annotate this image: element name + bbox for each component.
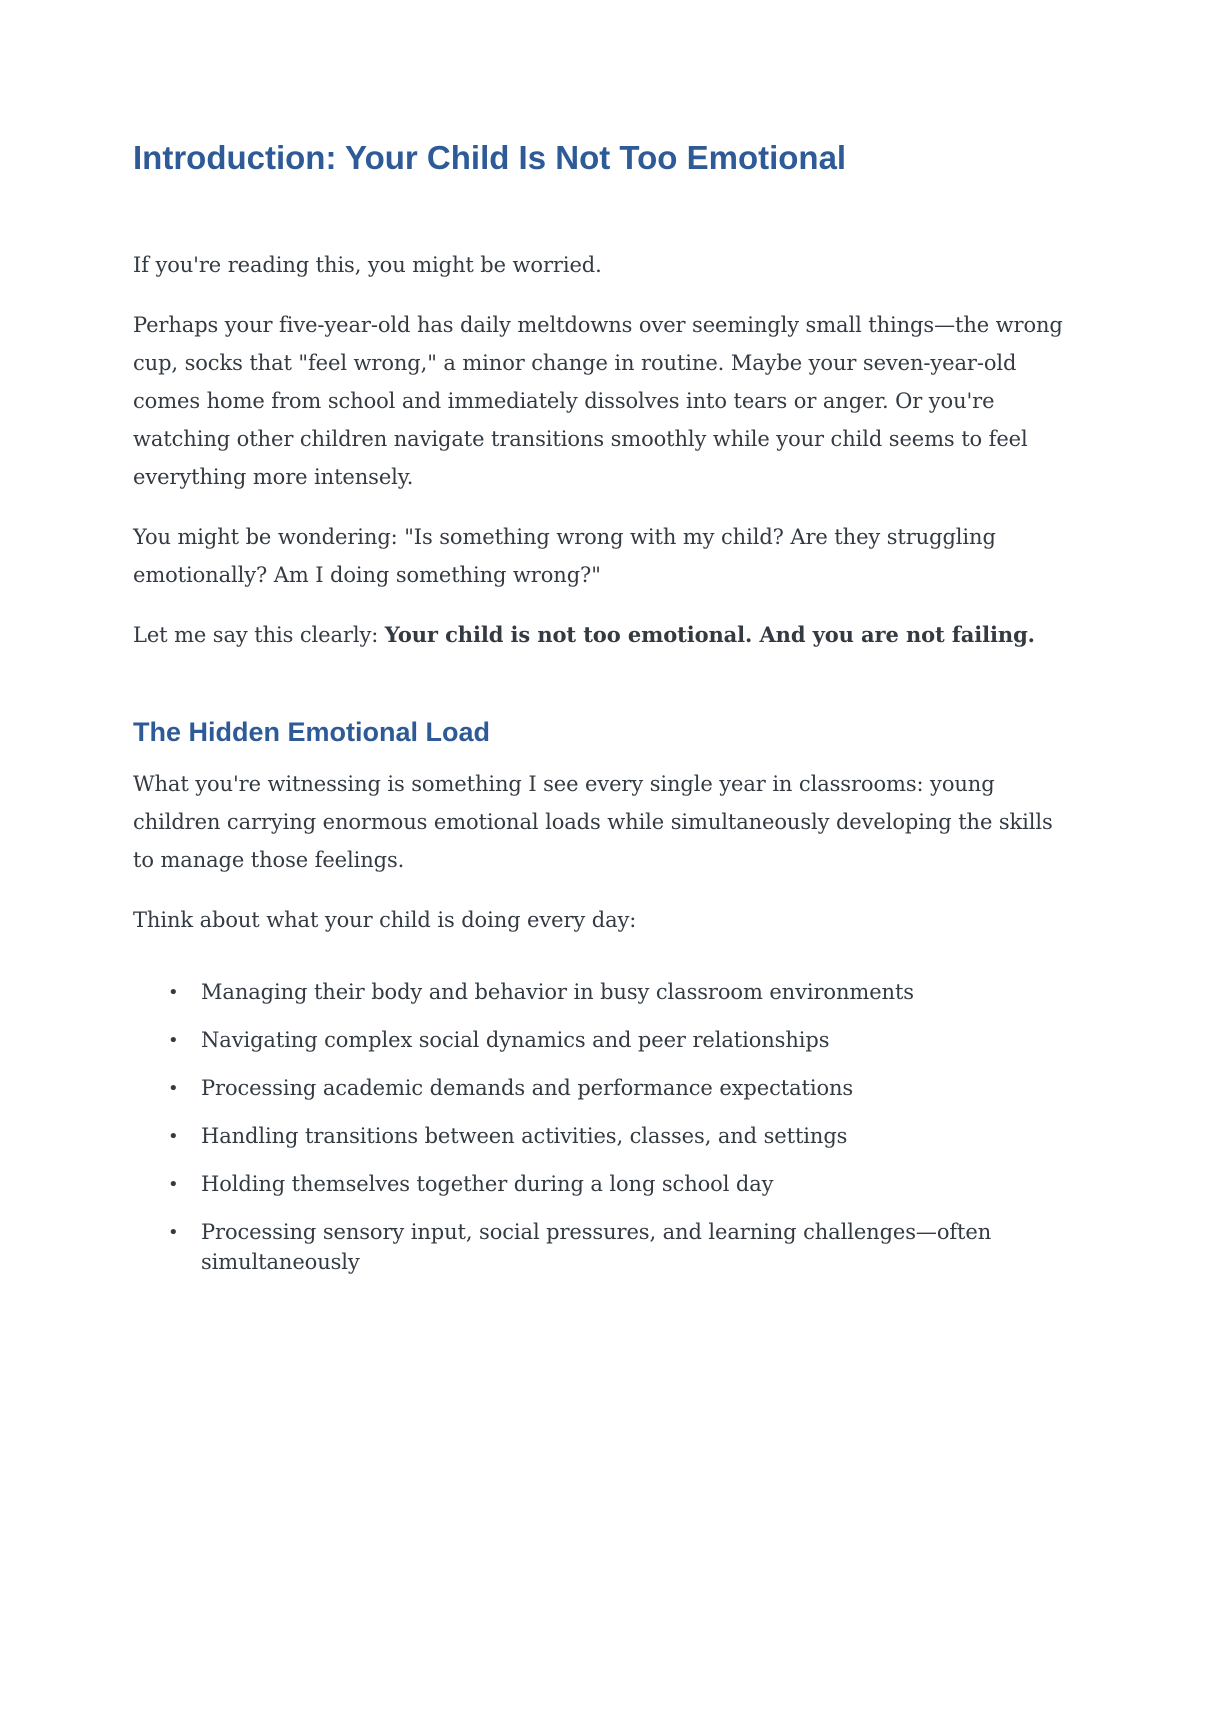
bullet-icon: •	[168, 1222, 179, 1243]
list-item	[168, 1073, 1078, 1103]
list-item	[168, 1121, 1078, 1151]
list-item	[168, 977, 1078, 1007]
section-paragraph-1: What you're witnessing is something I see every single year in classrooms: young children carrying enormous emotional loads while simultaneously developing the skills to manage those feelings.	[133, 772, 1053, 872]
list-item-text: Processing sensory input, social pressures, and learning challenges—often simultaneously	[201, 1220, 992, 1274]
bold-emphasis-text: Your child is not too emotional. And you are not failing.	[384, 622, 1035, 647]
list-item-text: Processing academic demands and performance expectations	[201, 1076, 854, 1100]
list-item-text: Navigating complex social dynamics and peer relationships	[201, 1028, 830, 1052]
list-item-text: Holding themselves together during a long school day	[201, 1172, 774, 1196]
emphasis-paragraph-prefix: Let me say this clearly:	[133, 623, 385, 647]
section-heading-hidden-emotional-load: The Hidden Emotional Load	[133, 717, 490, 747]
document-title: Introduction: Your Child Is Not Too Emotional	[133, 139, 847, 176]
bullet-icon: •	[168, 1174, 179, 1195]
bullet-icon: •	[168, 1078, 179, 1099]
list-item	[168, 1217, 1078, 1277]
intro-paragraph-3: You might be wondering: "Is something wrong with my child? Are they struggling emotionally? Am I doing something wrong?"	[133, 525, 996, 587]
daily-demands-list	[133, 977, 1078, 1277]
intro-paragraph-2: Perhaps your five-year-old has daily meltdowns over seemingly small things—the wrong cup, socks that "feel wrong," a minor change in routine. Maybe your seven-year-old comes home from school and immediately dissolves into tears or anger. Or you're watching other children navigate transitions smoothly while your child seems to feel everything more intensely.	[133, 313, 1063, 489]
intro-paragraph-1: If you're reading this, you might be worried.	[133, 253, 602, 277]
section-paragraph-2: Think about what your child is doing every day:	[133, 908, 637, 932]
list-item	[168, 1025, 1078, 1055]
bullet-icon: •	[168, 1126, 179, 1147]
bullet-icon: •	[168, 1030, 179, 1051]
bullet-icon: •	[168, 982, 179, 1003]
list-item-text: Managing their body and behavior in busy classroom environments	[201, 980, 914, 1004]
list-item	[168, 1169, 1078, 1199]
emphasis-paragraph	[133, 616, 1078, 654]
list-item-text: Handling transitions between activities, classes, and settings	[201, 1124, 848, 1148]
